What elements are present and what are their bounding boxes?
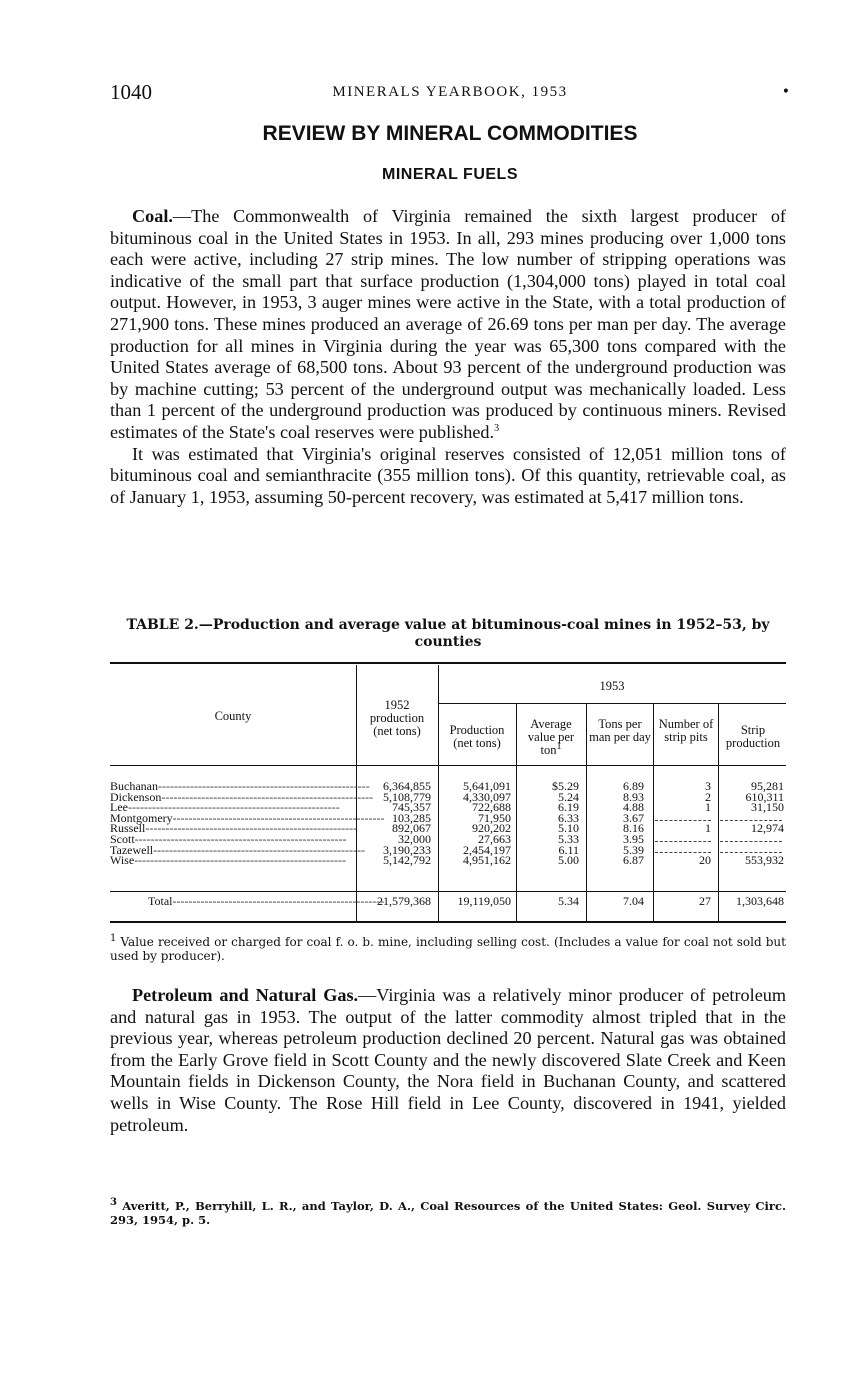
cell-pits: 2 [705, 789, 711, 804]
cell-p1952: 745,357 [392, 800, 431, 815]
header-strip-production: Strip production [725, 723, 781, 750]
county-label: Scott [110, 832, 135, 846]
table-caption-text: —Production and average value at bituminous-coal mines in 1952–53, by counties [198, 617, 770, 650]
cell-p1953: 920,202 [472, 821, 511, 836]
empty-cell-leader [655, 820, 711, 821]
cell-tpm: 3.95 [623, 832, 644, 846]
petroleum-section [110, 985, 786, 1136]
dot-leader: ----------------------------------------------------- [134, 853, 346, 868]
header-average-value-text: Average value per ton [527, 717, 575, 757]
footnote-ref-1: 1 [556, 740, 562, 752]
cell-tpm: 5.39 [623, 842, 644, 857]
table-label: TABLE 2. [126, 617, 199, 633]
total-rule [110, 891, 786, 892]
county-label: Tazewell [110, 842, 154, 857]
dot-leader: ----------------------------------------------------- [134, 832, 347, 846]
footnote-1-marker: 1 [110, 933, 117, 944]
coal-paragraph-2: It was estimated that Virginia's original reserves consisted of 12,051 million tons of bituminous coal and semianthracite (355 million tons). Of this quantity, retrievable coal, as of January 1, 1953, assuming 50-percent recovery, was estimated at 5,417 million tons. [110, 443, 786, 507]
header-county: County [214, 709, 252, 723]
cell-value: 5.33 [558, 832, 579, 846]
footnote-ref-3: 3 [494, 422, 500, 434]
page-number: 1040 [110, 80, 152, 104]
header-tons-per-man: Tons per man per day [589, 717, 651, 744]
footnote-3 [110, 1199, 786, 1227]
dot-leader: ----------------------------------------------------- [145, 821, 358, 836]
total-row [110, 896, 786, 907]
coal-run-in-heading: Coal. [132, 206, 173, 226]
footnote-3-marker: 3 [110, 1197, 117, 1209]
cell-p1952: 103,285 [392, 810, 431, 825]
footnote-1 [110, 935, 786, 963]
cell-tpm: 7.04 [623, 894, 644, 908]
header-production: Production (net tons) [449, 723, 505, 750]
dot-leader: ----------------------------------------------------- [161, 789, 374, 804]
cell-value: 6.11 [558, 842, 579, 857]
dot-leader: ----------------------------------------------------- [172, 810, 385, 825]
cell-pits: 1 [705, 821, 711, 836]
cell-pits: 27 [699, 894, 711, 908]
cell-value: $5.29 [552, 779, 579, 793]
cell-p1953: 5,641,091 [463, 779, 511, 793]
dot-leader: ----------------------------------------------------- [127, 800, 340, 815]
cell-p1953: 4,951,162 [463, 853, 511, 868]
footnote-1-text: Value received or charged for coal f. o. b. mine, including selling cost. (Includes a value for coal not sold but used by producer). [110, 935, 786, 963]
table-caption [110, 617, 786, 651]
county-label: Dickenson [110, 789, 162, 804]
cell-value: 6.19 [558, 800, 579, 815]
cell-value: 5.10 [558, 821, 579, 836]
petroleum-paragraph [110, 985, 786, 1136]
header-1953: 1953 [599, 679, 625, 693]
cell-tpm: 8.16 [623, 821, 644, 836]
header-average-value [520, 718, 582, 757]
county-label: Lee [110, 800, 128, 815]
cell-tpm: 3.67 [623, 810, 644, 825]
cell-p1953: 722,688 [472, 800, 511, 815]
county-name [110, 853, 354, 868]
cell-tpm: 6.89 [623, 779, 644, 793]
cell-strip: 1,303,648 [736, 894, 784, 908]
cell-tpm: 8.93 [623, 789, 644, 804]
cell-p1953: 4,330,097 [463, 789, 511, 804]
cell-p1952: 6,364,855 [383, 779, 431, 793]
cell-strip: 95,281 [751, 779, 784, 793]
cell-value: 5.34 [558, 894, 579, 908]
coal-section [110, 206, 786, 508]
cell-strip: 553,932 [745, 853, 784, 868]
county-label: Wise [110, 853, 135, 868]
table-bottom-rule [110, 921, 786, 923]
county-label: Montgomery [110, 810, 173, 825]
cell-p1952: 5,142,792 [383, 853, 431, 868]
running-title: MINERALS YEARBOOK, 1953 [332, 84, 568, 100]
header-bottom-rule [110, 765, 786, 766]
cell-p1952: 892,067 [392, 821, 431, 836]
section-title: REVIEW BY MINERAL COMMODITIES [262, 122, 638, 145]
table-row [110, 855, 786, 866]
dot-leader: ----------------------------------------------------- [153, 842, 365, 857]
petroleum-run-in-heading: Petroleum and Natural Gas. [132, 985, 359, 1005]
cell-pits: 1 [705, 800, 711, 815]
cell-tpm: 4.88 [623, 800, 644, 815]
cell-strip: 12,974 [751, 821, 784, 836]
empty-cell-leader [720, 841, 782, 842]
coal-paragraph-1 [110, 206, 786, 444]
dot-leader: ----------------------------------------------------- [157, 779, 370, 793]
cell-p1952: 32,000 [398, 832, 431, 846]
cell-p1952: 5,108,779 [383, 789, 431, 804]
cell-value: 5.00 [558, 853, 579, 868]
cell-value: 5.24 [558, 789, 579, 804]
cell-value: 6.33 [558, 810, 579, 825]
cell-p1953: 71,950 [478, 810, 511, 825]
cell-p1953: 19,119,050 [457, 894, 511, 908]
cell-strip: 31,150 [751, 800, 784, 815]
dot-leader: ----------------------------------------------------- [172, 894, 385, 908]
footnote-3-text: Averitt, P., Berryhill, L. R., and Taylor, D. A., Coal Resources of the United States: Geol. Survey Circ. 293, 1954, p. 5. [110, 1199, 786, 1227]
county-name [110, 896, 392, 906]
header-mark: • [781, 84, 790, 100]
header-1952-production: 1952 production (net tons) [369, 698, 425, 738]
running-head [110, 80, 790, 104]
table-top-rule [110, 662, 786, 664]
county-label: Total [148, 894, 173, 908]
subsection-title: MINERAL FUELS [382, 166, 518, 183]
cell-tpm: 6.87 [623, 853, 644, 868]
header-strip-pits: Number of strip pits [658, 717, 714, 744]
cell-pits: 20 [699, 853, 711, 868]
cell-p1953: 2,454,197 [463, 842, 511, 857]
cell-p1953: 27,663 [478, 832, 511, 846]
county-label: Buchanan [110, 779, 158, 793]
coal-paragraph-1-text: —The Commonwealth of Virginia remained the sixth largest producer of bituminous coal in the United States in 1953. In all, 293 mines producing over 1,000 tons each were active, including 27 strip mines. The low number of stripping operations was indicative of the small part that surface production (1,304,000 tons) played in total coal output. However, in 1953, 3 auger mines were active in the State, with a total production of 271,900 tons. These mines produced an average of 26.69 tons per man per day. The average production for all mines in Virginia during the year was 65,300 tons compared with the United States average of 68,500 tons. About 93 percent of the underground production was by machine cutting; 53 percent of the underground output was mechanically loaded. Less than 1 percent of the underground production was produced by continuous miners. Revised estimates of the State's coal reserves were published. [110, 206, 786, 442]
county-label: Russell [110, 821, 146, 836]
cell-p1952: 21,579,368 [377, 894, 431, 908]
header-subrule [438, 703, 786, 704]
petroleum-paragraph-text: —Virginia was a relatively minor producer of petroleum and natural gas in 1953. The output of the latter commodity almost tripled that in the previous year, whereas petroleum production declined 20 percent. Natural gas was obtained from the Early Grove field in Scott County and the newly discovered Slate Creek and Keen Mountain fields in Dickenson County, the Nora field in Buchanan County, and scattered wells in Wise County. The Rose Hill field in Lee County, discovered in 1941, yielded petroleum. [110, 985, 787, 1135]
cell-strip: 610,311 [745, 789, 784, 804]
empty-cell-leader [655, 841, 711, 842]
cell-pits: 3 [705, 779, 711, 793]
cell-p1952: 3,190,233 [383, 842, 431, 857]
